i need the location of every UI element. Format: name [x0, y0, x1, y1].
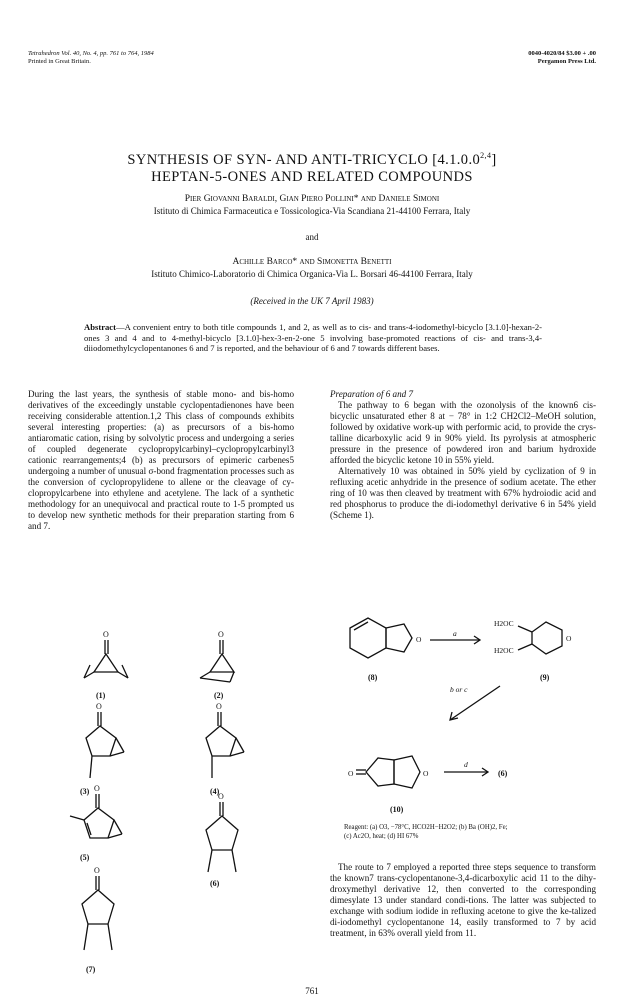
journal-header: [28, 50, 154, 66]
structure-label-2: (2): [214, 691, 224, 700]
o-atom-10-ether: O: [423, 769, 429, 778]
journal-citation: Tetrahedron Vol. 40, No. 4, pp. 761 to 764, 1984: [28, 50, 154, 57]
compound-label-6-scheme: (6): [498, 769, 508, 778]
abstract-label: Abstract: [84, 322, 116, 332]
compound-label-9: (9): [540, 673, 550, 682]
article-code: 0040-4020/84 $3.00 + .00: [528, 50, 596, 57]
arrow-label-bc: b or c: [450, 685, 468, 694]
right-column: [330, 389, 596, 521]
scheme-1: [330, 608, 596, 818]
o-label-7: O: [94, 866, 100, 875]
publisher-name: Pergamon Press Ltd.: [537, 58, 596, 65]
compound-label-10: (10): [390, 805, 404, 814]
structure-label-6: (6): [210, 879, 220, 888]
o-label-5: O: [94, 784, 100, 793]
scheme-reagents: [344, 823, 594, 841]
intro-paragraph: During the last years, the synthesis of stable mono- and bis-homo derivatives of the exceedingly unstable cyclopentadienones have been receiving considerable attention.1,2 This class of compounds exhibits several interesting properties: (a) as precursors of a bis-homo antiaromatic cation, rising by solvolytic process and undergoing a series of coupled degenerate cyclopropylcarbinyl–cyclopropylcarbinyl3 cationic rearrangements;4 (b) as precursors of epimeric carbenes5 undergoing a number of unusual σ-bond fragmentation processes such as the conversion of cyclopropylidene to allene or the cleavage of cy-clopropylcarbene into ethylene and acetylene. The lack of a synthetic methodology for an unequivocal and practical route to 1-5 prompted us to develop new synthetic methods for their preparation starting from 6 and 7.: [28, 389, 294, 531]
printed-in: Printed in Great Britain.: [28, 58, 91, 65]
structure-label-3: (3): [80, 787, 90, 796]
left-column: [28, 389, 294, 532]
structure-label-4: (4): [210, 787, 220, 796]
prep-paragraph-3: The route to 7 employed a reported three steps sequence to transform the known7 trans-cyclopentanone-3,4-dicarboxylic acid 11 to the dihy-droxymethyl derivative 12, then converted to the corresponding dimesylate 13 under standard condi-tions. The latter was subjected to exchange with sodium iodide in refluxing acetone to give the ke-talized di-iodomethyl cyclopentanone 14, easily transformed to 7 by acid treatment, in 63% overall yield from 11.: [330, 862, 596, 938]
authors-second: Achille Barco* and Simonetta Benetti: [232, 257, 392, 267]
authors-first: Pier Giovanni Baraldi, Gian Piero Pollini* and Daniele Simoni: [184, 194, 440, 204]
arrow-label-a: a: [453, 629, 457, 638]
structures-figure: [60, 620, 290, 985]
affiliation-first: Istituto di Chimica Farmaceutica e Tossicologica-Via Scandiana 21-44100 Ferrara, Italy: [153, 206, 471, 216]
compound-label-8: (8): [368, 673, 378, 682]
title-sup: 2,4: [480, 151, 492, 160]
received-date: (Received in the UK 7 April 1983): [250, 296, 374, 306]
h2oc-label-1: H2OC: [494, 619, 514, 628]
affiliation-second: Istituto Chimico-Laboratorio di Chimica Organica-Via L. Borsari 46-44100 Ferrara, Italy: [151, 269, 473, 279]
o-atom-10-ketone: O: [348, 769, 354, 778]
prep-paragraph-1: The pathway to 6 began with the ozonolysis of the known6 cis-bicyclic unsaturated ether 8 at − 78° in 1:2 CH2Cl2–MeOH solution, followed by oxidative work-up with performic acid, to provide the crys-talline dicarboxylic acid 9 in 90% yield. Its pyrolysis at atmospheric pressure in the presence of powdered iron and barium hydroxide afforded the bicyclic ketone 10 in 55% yield.: [330, 400, 596, 465]
prep-paragraph-2: Alternatively 10 was obtained in 50% yield by cyclization of 9 in refluxing acetic anhydride in the presence of sodium acetate. The ether ring of 10 was then cleaved by treatment with 67% hydroiodic acid and red phosphorus to produce the di-iodomethyl derivative 6 in 54% yield (Scheme 1).: [330, 466, 596, 520]
structure-label-7: (7): [86, 965, 96, 974]
o-label-2: O: [218, 630, 224, 639]
title-line1: SYNTHESIS OF SYN- AND ANTI-TRICYCLO [4.1.0.0: [127, 151, 481, 168]
abstract: [84, 322, 542, 354]
o-atom-9: O: [566, 634, 572, 643]
section-subheading: Preparation of 6 and 7: [330, 389, 414, 399]
page-number: 761: [305, 986, 319, 996]
and-separator: and: [305, 232, 319, 242]
reagents-line-2: (c) Ac2O, heat; (d) HI 67%: [344, 833, 419, 840]
abstract-text: —A convenient entry to both title compounds 1, and 2, as well as to cis- and trans-4-iodomethyl-bicyclo [3.1.0]-hexan-2-ones 3 and 4 and to 4-methyl-bicyclo [3.1.0]-hex-3-en-2-one 5 involving base-promoted reactions of cis- and trans-3,4-diiodomethylcyclopentanones 6 and 7 is reported, and the behaviour of 6 and 7 towards different bases.: [84, 322, 542, 354]
structure-label-5: (5): [80, 853, 90, 862]
article-title: [40, 147, 584, 186]
h2oc-label-2: H2OC: [494, 646, 514, 655]
title-line2: HEPTAN-5-ONES AND RELATED COMPOUNDS: [151, 168, 473, 185]
o-label-3: O: [96, 702, 102, 711]
o-label-4: O: [216, 702, 222, 711]
title-line1-end: ]: [491, 151, 497, 168]
o-label-1: O: [103, 630, 109, 639]
publisher-header: [528, 50, 596, 66]
structure-label-1: (1): [96, 691, 106, 700]
reagents-line-1: Reagent: (a) O3, −78°C, HCO2H−H2O2; (b) Ba (OH)2, Fe;: [344, 824, 508, 831]
right-column-lower: [330, 862, 596, 939]
o-label-6: O: [218, 792, 224, 801]
o-atom-8: O: [416, 635, 422, 644]
arrow-label-d: d: [464, 760, 468, 769]
